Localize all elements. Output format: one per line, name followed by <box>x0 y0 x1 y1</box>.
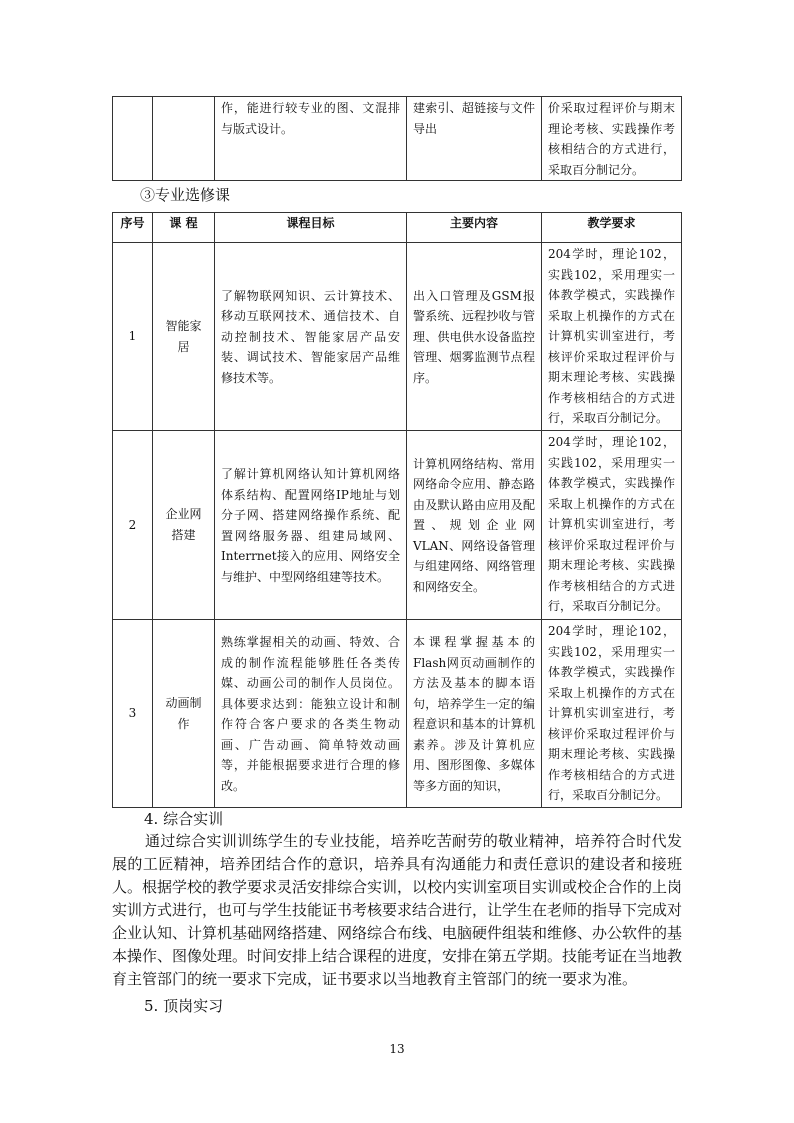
table-row <box>113 243 682 431</box>
course-name: 动画制作 <box>165 695 202 731</box>
table-row <box>113 97 682 181</box>
continued-course-table <box>112 96 682 181</box>
page-number: 13 <box>389 1042 405 1056</box>
course-objective-cell: 作，能进行较专业的图、文混排与版式设计。 <box>215 97 407 181</box>
course-name: 企业网搭建 <box>165 507 202 542</box>
course-objective-cell: 了解计算机网络认知计算机网络体系结构、配置网络IP地址与划分子网、搭建网络操作系统、配置网络服务器、组建局域网、Interrnet接入的应用、网络安全与维护、中型网络组建等技术。 <box>215 431 407 620</box>
header-requirement: 教学要求 <box>542 213 682 243</box>
row-number-cell: 2 <box>113 431 153 620</box>
teaching-requirement-cell: 价采取过程评价与期末理论考核、实践操作考核相结合的方式进行，采取百分制记分。 <box>542 97 682 181</box>
row-number-cell <box>113 97 153 181</box>
row-number-cell: 1 <box>113 243 153 431</box>
table-row <box>113 431 682 620</box>
header-content: 主要内容 <box>407 213 542 243</box>
header-number: 序号 <box>113 213 153 243</box>
course-objective-cell: 了解物联网知识、云计算技术、移动互联网技术、通信技术、自动控制技术、智能家居产品安装、调试技术、智能家居产品维修技术等。 <box>215 243 407 431</box>
main-content-cell: 本课程掌握基本的Flash网页动画制作的方法及基本的脚本语句，培养学生一定的编程意识和基本的计算机素养。涉及计算机应用、图形图像、多媒体等多方面的知识， <box>407 620 542 808</box>
section-heading-comprehensive-training: 4. 综合实训 <box>144 810 224 828</box>
teaching-requirement-cell: 204学时，理论102，实践102，采用理实一体教学模式，实践操作采取上机操作的方式在计算机实训室进行，考核评价采取过程评价与期末理论考核、实践操作考核相结合的方式进行，采取百分制记分。 <box>542 431 682 620</box>
section-heading-internship: 5. 顶岗实习 <box>144 997 224 1015</box>
table-row <box>113 620 682 808</box>
elective-courses-heading: ③专业选修课 <box>140 186 231 204</box>
teaching-requirement-cell: 204学时，理论102，实践102，采用理实一体教学模式，实践操作采取上机操作的方式在计算机实训室进行，考核评价采取过程评价与期末理论考核、实践操作考核相结合的方式进行，采取百分制记分。 <box>542 243 682 431</box>
row-number-cell: 3 <box>113 620 153 808</box>
table-header-row <box>113 213 682 243</box>
course-name-cell <box>153 431 215 620</box>
header-objective: 课程目标 <box>215 213 407 243</box>
main-content-cell: 建索引、超链接与文件导出 <box>407 97 542 181</box>
course-name-cell <box>153 243 215 431</box>
main-content-cell: 出入口管理及GSM报警系统、远程抄收与管理、供电供水设备监控管理、烟雾监测节点程序。 <box>407 243 542 431</box>
comprehensive-training-paragraph: 通过综合实训训练学生的专业技能，培养吃苦耐劳的敬业精神，培养符合时代发展的工匠精神，培养团结合作的意识，培养具有沟通能力和责任意识的建设者和接班人。根据学校的教学要求灵活安排综合实训，以校内实训室项目实训或校企合作的上岗实训方式进行，也可与学生技能证书考核要求结合进行，让学生在老师的指导下完成对企业认知、计算机基础网络搭建、网络综合布线、电脑硬件组装和维修、办公软件的基本操作、图像处理。时间安排上结合课程的进度，安排在第五学期。技能考证在当地教育主管部门的统一要求下完成，证书要求以当地教育主管部门的统一要求为准。 <box>112 832 683 988</box>
teaching-requirement-cell: 204学时，理论102，实践102，采用理实一体教学模式，实践操作采取上机操作的方式在计算机实训室进行，考核评价采取过程评价与期末理论考核、实践操作考核相结合的方式进行，采取百分制记分。 <box>542 620 682 808</box>
course-name: 智能家居 <box>165 318 202 354</box>
course-name-cell <box>153 97 215 181</box>
elective-courses-table <box>112 212 682 808</box>
course-name-cell <box>153 620 215 808</box>
header-course: 课 程 <box>153 213 215 243</box>
main-content-cell: 计算机网络结构、常用网络命令应用、静态路由及默认路由应用及配置、规划企业网VLAN、网络设备管理与组建网络、网络管理和网络安全。 <box>407 431 542 620</box>
course-objective-cell: 熟练掌握相关的动画、特效、合成的制作流程能够胜任各类传媒、动画公司的制作人员岗位。具体要求达到：能独立设计和制作符合客户要求的各类生物动画、广告动画、简单特效动画等，并能根据要求进行合理的修改。 <box>215 620 407 808</box>
